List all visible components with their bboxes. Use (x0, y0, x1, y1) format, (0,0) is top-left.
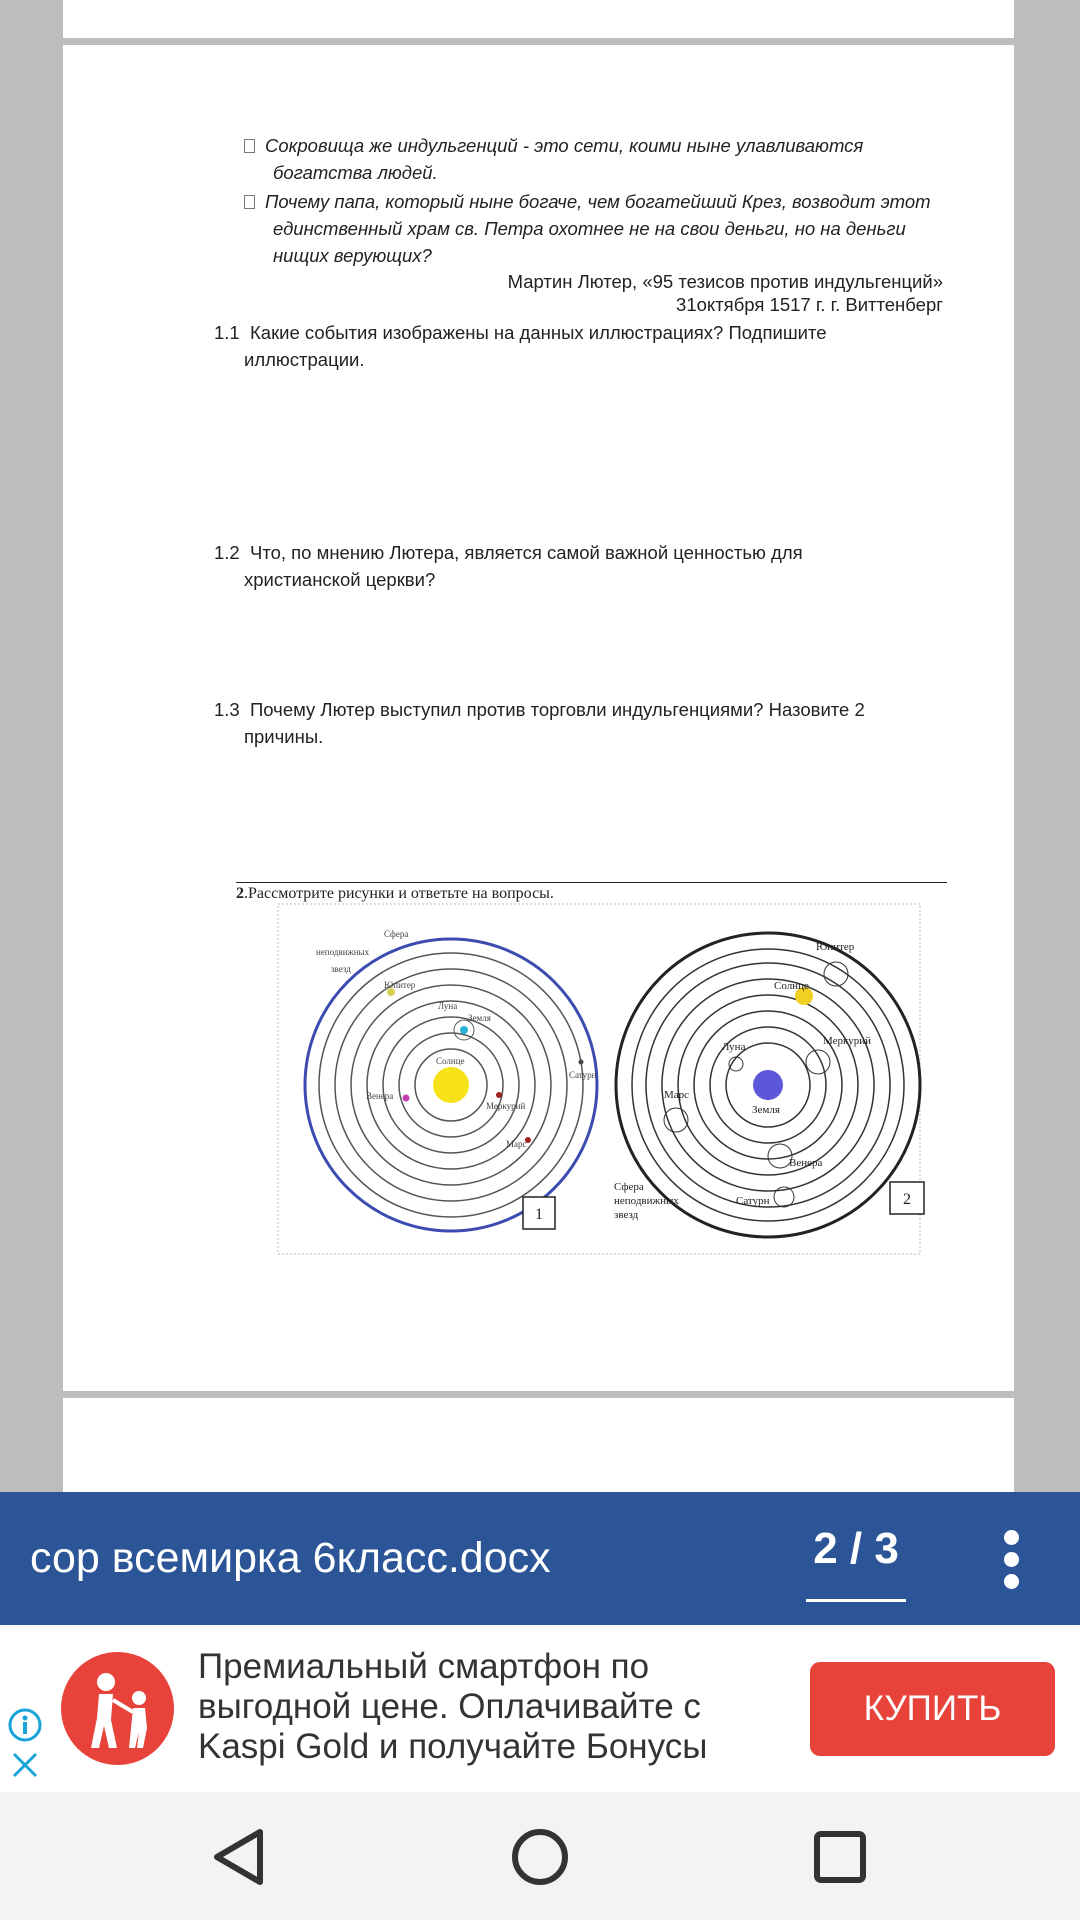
fig2-label: Венера (789, 1157, 823, 1169)
viewer-toolbar (0, 1492, 1080, 1625)
fig1-label: Юпитер (384, 980, 416, 990)
attribution-line: Мартин Лютер, «95 тезисов против индульгенций» (507, 271, 943, 292)
fig1-label: Луна (438, 1001, 458, 1011)
question-text: иллюстрации. (244, 349, 365, 370)
ad-text-line: выгодной цене. Оплачивайте с (198, 1687, 701, 1726)
quote-item-2 (244, 188, 931, 269)
quote-line: Почему папа, который ныне богаче, чем богатейший Крез, возводит этот (265, 191, 931, 212)
next-page (63, 1398, 1014, 1498)
quote-attribution (363, 270, 943, 316)
question-number: 1.3 (214, 699, 240, 720)
ad-banner[interactable] (0, 1625, 1080, 1793)
question-1-1 (214, 319, 827, 373)
geocentric-diagram (614, 933, 924, 1237)
home-icon[interactable] (505, 1822, 575, 1892)
fig1-label: неподвижных (316, 947, 370, 957)
fig1-label: Сфера (384, 929, 409, 939)
document-filename: сор всемирка 6класс.docx (30, 1534, 551, 1582)
quote-line: нищих верующих? (273, 245, 432, 266)
fig2-box-label: 2 (903, 1191, 911, 1208)
fig2-label: Земля (752, 1104, 780, 1116)
ad-close-icon[interactable] (10, 1750, 40, 1780)
cosmology-figure (236, 882, 951, 1307)
question-number: 1.2 (214, 542, 240, 563)
bullet-icon (244, 195, 255, 209)
fig1-label: Венера (366, 1091, 394, 1101)
earth-icon (460, 1026, 468, 1034)
ad-info-icon[interactable] (7, 1707, 43, 1743)
question-1-3 (214, 696, 865, 750)
question-text: причины. (244, 726, 324, 747)
task2-number: 2 (236, 885, 244, 902)
recents-icon[interactable] (805, 1822, 875, 1892)
more-options-icon[interactable] (998, 1530, 1030, 1590)
fig2-label: звезд (614, 1209, 639, 1221)
question-number: 1.1 (214, 322, 240, 343)
sun-icon (433, 1067, 469, 1103)
task2-text: .Рассмотрите рисунки и ответьте на вопросы. (244, 885, 554, 902)
quote-item-1 (244, 132, 863, 186)
heliocentric-diagram (305, 929, 597, 1231)
ad-text-line: Kaspi Gold и получайте Бонусы (198, 1727, 708, 1766)
ad-text[interactable] (198, 1647, 778, 1767)
attribution-line: 31октября 1517 г. г. Виттенберг (676, 294, 943, 315)
fig1-box-label: 1 (535, 1206, 543, 1223)
quote-line: богатства людей. (273, 162, 438, 183)
back-icon[interactable] (205, 1822, 275, 1892)
buy-button[interactable]: КУПИТЬ (810, 1662, 1055, 1756)
fig1-label: Земля (468, 1013, 491, 1023)
fig1-label: Марс (506, 1139, 527, 1149)
fig1-label: Меркурий (486, 1101, 526, 1111)
page-counter-underline (806, 1599, 906, 1602)
fig2-label: Сатурн (736, 1195, 770, 1207)
previous-page (63, 0, 1014, 38)
fig2-label: Солнце (774, 980, 809, 992)
fig1-label: Солнце (436, 1056, 465, 1066)
question-text: христианской церкви? (244, 569, 436, 590)
fig2-label: Юпитер (816, 941, 855, 953)
fig1-label: звезд (331, 964, 351, 974)
question-text: Что, по мнению Лютера, является самой важной ценностью для (250, 542, 803, 563)
ad-text-line: Премиальный смартфон по (198, 1647, 650, 1686)
quote-line: Сокровища же индульгенций - это сети, коими ныне улавливаются (265, 135, 864, 156)
fig2-label: Сфера (614, 1181, 644, 1193)
bullet-icon (244, 139, 255, 153)
fig2-label: Луна (722, 1041, 746, 1053)
fig1-label: Сатурн (569, 1070, 597, 1080)
kaspi-logo-icon[interactable] (61, 1652, 174, 1765)
question-text: Какие события изображены на данных иллюстрациях? Подпишите (250, 322, 827, 343)
page-counter[interactable]: 2 / 3 (813, 1524, 899, 1573)
question-1-2 (214, 539, 803, 593)
question-text: Почему Лютер выступил против торговли индульгенциями? Назовите 2 (250, 699, 865, 720)
fig2-label: неподвижных (614, 1195, 679, 1207)
fig2-label: Марс (664, 1089, 690, 1101)
system-nav-bar (0, 1792, 1080, 1920)
quote-line: единственный храм св. Петра охотнее не на свои деньги, но на деньги (273, 218, 906, 239)
document-page (63, 45, 1014, 1391)
fig2-label: Меркурий (823, 1035, 871, 1047)
earth-icon (753, 1070, 783, 1100)
